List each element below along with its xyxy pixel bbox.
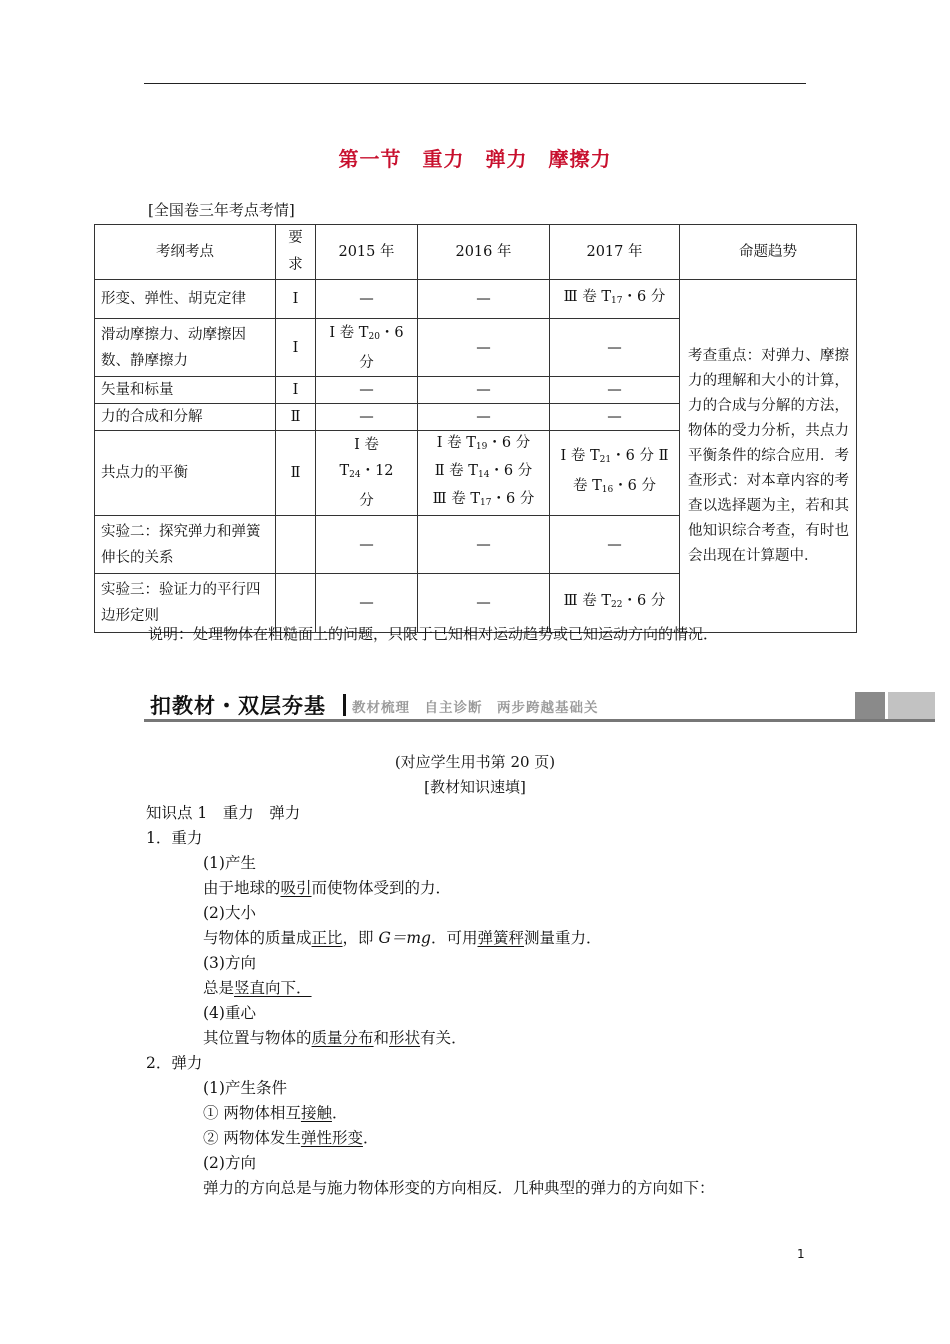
elastic-direction-text: 弹力的方向总是与施力物体形变的方向相反．几种典型的弹力的方向如下： [203, 1179, 715, 1197]
header-req: 要求 [276, 225, 316, 280]
cell-2017: Ⅰ 卷 $T_{21}$・6 分 Ⅱ 卷 $T_{16}$・6 分 [550, 431, 680, 516]
center-of-gravity-text: 其位置与物体的质量分布和形状有关． [203, 1029, 467, 1047]
cell-2017: Ⅲ 卷 $T_{22}$・6 分 [550, 574, 680, 633]
cell-2015: — [316, 516, 418, 574]
cell-2017: — [550, 404, 680, 431]
banner-rule [144, 719, 935, 722]
cell-2016: — [418, 280, 550, 319]
cell-req: Ⅱ [276, 404, 316, 431]
cell-2015: — [316, 404, 418, 431]
cell-req [276, 516, 316, 574]
page-reference: (对应学生用书第 20 页) [394, 753, 556, 771]
table-header-row [95, 225, 857, 280]
header-rule [144, 83, 806, 84]
subheading: [教材知识速填] [424, 778, 526, 796]
center-of-gravity-label: (4)重心 [203, 1004, 256, 1022]
cell-topic: 共点力的平衡 [95, 431, 276, 516]
page-number: 1 [797, 1247, 805, 1261]
gravity-heading: 1．重力 [146, 829, 203, 847]
table-note: 说明：处理物体在粗糙面上的问题，只限于已知相对运动趋势或已知运动方向的情况． [148, 625, 719, 643]
cell-topic: 实验三：验证力的平行四边形定则 [95, 574, 276, 633]
header-2015: 2015 年 [316, 225, 418, 280]
cell-2016: — [418, 574, 550, 633]
cell-2017: — [550, 377, 680, 404]
cell-2015: Ⅰ 卷 $T_{20}$・6 分 [316, 319, 418, 377]
elastic-condition-label: (1)产生条件 [203, 1079, 287, 1097]
cell-req: Ⅱ [276, 431, 316, 516]
cell-2015: — [316, 377, 418, 404]
cell-2016: — [418, 404, 550, 431]
cell-2017: Ⅲ 卷 $T_{17}$・6 分 [550, 280, 680, 319]
gravity-direction-text: 总是竖直向下． [203, 979, 312, 997]
gravity-origin-label: (1)产生 [203, 854, 256, 872]
cell-2015: — [316, 574, 418, 633]
elastic-condition-2: ② 两物体发生弹性形变． [203, 1129, 379, 1147]
section-title: 第一节 重力 弹力 摩擦力 [338, 147, 612, 171]
cell-2016: — [418, 516, 550, 574]
gravity-origin-text: 由于地球的吸引而使物体受到的力． [203, 879, 452, 897]
cell-topic: 矢量和标量 [95, 377, 276, 404]
cell-topic: 形变、弹性、胡克定律 [95, 280, 276, 319]
table-row [95, 280, 857, 319]
elastic-heading: 2．弹力 [146, 1054, 203, 1072]
cell-2016: Ⅰ 卷 $T_{19}$・6 分 Ⅱ 卷 $T_{14}$・6 分 Ⅲ 卷 $T_{17}$・6 分 [418, 431, 550, 516]
gravity-size-label: (2)大小 [203, 904, 256, 922]
cell-2016: — [418, 319, 550, 377]
cell-req: Ⅰ [276, 377, 316, 404]
elastic-direction-label: (2)方向 [203, 1154, 256, 1172]
knowledge-point-title: 知识点 1 重力 弹力 [146, 804, 301, 822]
banner-title: 扣教材・双层夯基 [150, 694, 326, 718]
cell-req: Ⅰ [276, 280, 316, 319]
banner-divider [343, 694, 346, 716]
exam-table [94, 224, 857, 633]
section-banner [144, 690, 935, 722]
banner-block-dark [855, 692, 885, 719]
header-2016: 2016 年 [418, 225, 550, 280]
elastic-condition-1: ① 两物体相互接触． [203, 1104, 348, 1122]
table-caption: [全国卷三年考点考情] [148, 201, 295, 219]
cell-2015: — [316, 280, 418, 319]
banner-subtitle: 教材梳理 自主诊断 两步跨越基础关 [352, 700, 599, 716]
cell-topic: 实验二：探究弹力和弹簧伸长的关系 [95, 516, 276, 574]
cell-req: Ⅰ [276, 319, 316, 377]
header-2017: 2017 年 [550, 225, 680, 280]
cell-2017: — [550, 319, 680, 377]
cell-2016: — [418, 377, 550, 404]
banner-block-light [888, 692, 935, 719]
header-trend: 命题趋势 [680, 225, 857, 280]
cell-topic: 力的合成和分解 [95, 404, 276, 431]
cell-2017: — [550, 516, 680, 574]
cell-2015: Ⅰ 卷 $T_{24}$・12 分 [316, 431, 418, 516]
gravity-direction-label: (3)方向 [203, 954, 256, 972]
header-topic: 考纲考点 [95, 225, 276, 280]
cell-topic: 滑动摩擦力、动摩擦因数、静摩擦力 [95, 319, 276, 377]
gravity-size-text: 与物体的质量成正比，即 G＝mg．可用弹簧秤测量重力． [203, 929, 602, 947]
trend-cell: 考查重点：对弹力、摩擦力的理解和大小的计算，力的合成与分解的方法，物体的受力分析，共点力平衡条件的综合应用．考查形式：对本章内容的考查以选择题为主，若和其他知识综合考查，有时也会出现在计算题中． [680, 280, 857, 633]
